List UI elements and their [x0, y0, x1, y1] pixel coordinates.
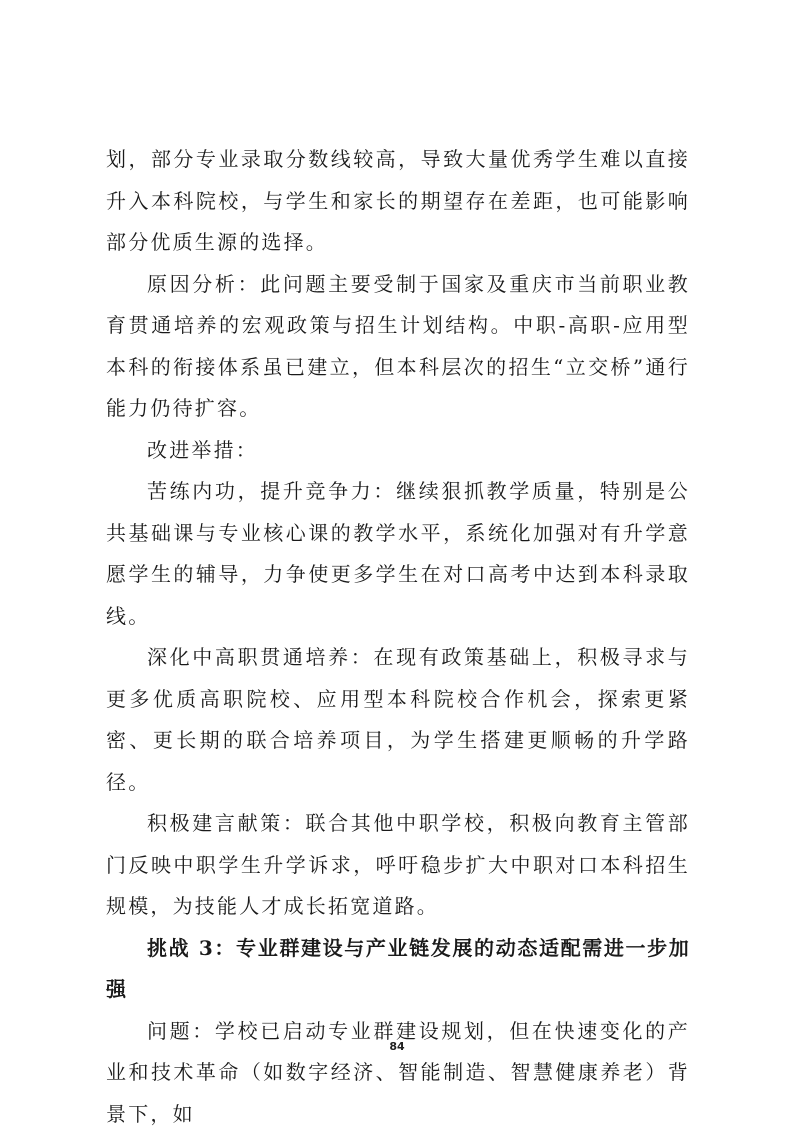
page-number: 84: [0, 1040, 794, 1053]
paragraph-continuation: 划，部分专业录取分数线较高，导致大量优秀学生难以直接升入本科院校，与学生和家长的期望存在差距，也可能影响部分优质生源的选择。: [106, 139, 690, 264]
body-text: [106, 139, 690, 1135]
paragraph-measure-2: 深化中高职贯通培养：在现有政策基础上，积极寻求与更多优质高职院校、应用型本科院校合作机会，探索更紧密、更长期的联合培养项目，为学生搭建更顺畅的升学路径。: [106, 637, 690, 803]
paragraph-measure-1: 苦练内功，提升竞争力：继续狠抓教学质量，特别是公共基础课与专业核心课的教学水平，系统化加强对有升学意愿学生的辅导，力争使更多学生在对口高考中达到本科录取线。: [106, 471, 690, 637]
paragraph-cause-analysis: 原因分析：此问题主要受制于国家及重庆市当前职业教育贯通培养的宏观政策与招生计划结构。中职-高职-应用型本科的衔接体系虽已建立，但本科层次的招生“立交桥”通行能力仍待扩容。: [106, 264, 690, 430]
paragraph-improvement-label: 改进举措：: [106, 430, 690, 472]
paragraph-problem: 问题：学校已启动专业群建设规划，但在快速变化的产业和技术革命（如数字经济、智能制造、智慧健康养老）背景下，如: [106, 1011, 690, 1135]
paragraph-measure-3: 积极建言献策：联合其他中职学校，积极向教育主管部门反映中职学生升学诉求，呼吁稳步扩大中职对口本科招生规模，为技能人才成长拓宽道路。: [106, 803, 690, 928]
section-heading-challenge-3: 挑战 3：专业群建设与产业链发展的动态适配需进一步加强: [106, 928, 690, 1011]
